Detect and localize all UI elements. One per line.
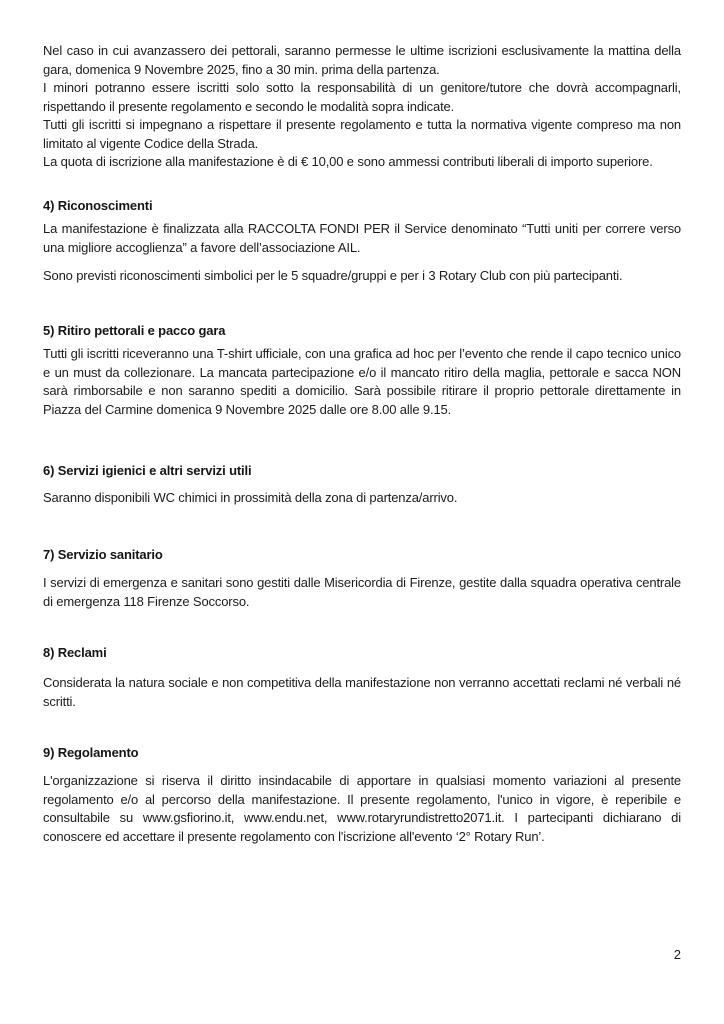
section-7-paragraph-1: I servizi di emergenza e sanitari sono gestiti dalle Misericordia di Firenze, gestite dalla squadra operativa centrale di emergenza 118 Firenze Soccorso. (43, 575, 681, 609)
section-4-heading: 4) Riconoscimenti (43, 198, 153, 213)
section-4-paragraph-1: La manifestazione è finalizzata alla RACCOLTA FONDI PER il Service denominato “Tutti uniti per correre verso una migliore accoglienza” a favore dell’associazione AIL. (43, 221, 681, 255)
section-5-paragraph-1: Tutti gli iscritti riceveranno una T-shirt ufficiale, con una grafica ad hoc per l’evento che rende il capo tecnico unico e un must da collezionare. La mancata partecipazione e/o il mancato ritiro della maglia, pettorale e sacca NON sarà rimborsabile e non saranno spediti a domicilio. Sarà possibile ritirare il proprio pettorale direttamente in Piazza del Carmine domenica 9 Novembre 2025 dalle ore 8.00 alle 9.15. (43, 346, 681, 417)
section-9-heading: 9) Regolamento (43, 745, 139, 760)
section-7-heading: 7) Servizio sanitario (43, 547, 163, 562)
section-9-paragraph-1: L'organizzazione si riserva il diritto insindacabile di apportare in qualsiasi momento variazioni al presente regolamento e/o al percorso della manifestazione. Il presente regolamento, l'unico in vigore, è reperibile e consultabile su www.gsfiorino.it, www.endu.net, www.rotaryrundistretto2071.it. I partecipanti dichiarano di conoscere ed accettare il presente regolamento con l'iscrizione all'evento ‘2° Rotary Run’. (43, 773, 681, 844)
page-number: 2 (673, 947, 681, 962)
section-6-paragraph-1: Saranno disponibili WC chimici in prossimità della zona di partenza/arrivo. (43, 490, 458, 505)
intro-paragraph-3: Tutti gli iscritti si impegnano a rispettare il presente regolamento e tutta la normativa vigente compreso ma non limitato al vigente Codice della Strada. (43, 117, 681, 151)
intro-paragraph-1: Nel caso in cui avanzassero dei pettorali, saranno permesse le ultime iscrizioni esclusivamente la mattina della gara, domenica 9 Novembre 2025, fino a 30 min. prima della partenza. (43, 43, 681, 77)
intro-paragraph-4: La quota di iscrizione alla manifestazione è di € 10,00 e sono ammessi contributi liberali di importo superiore. (43, 154, 653, 169)
section-6-heading: 6) Servizi igienici e altri servizi utili (43, 463, 252, 478)
section-5-heading: 5) Ritiro pettorali e pacco gara (43, 323, 226, 338)
intro-paragraph-2: I minori potranno essere iscritti solo sotto la responsabilità di un genitore/tutore che dovrà accompagnarli, rispettando il presente regolamento e secondo le modalità sopra indicate. (43, 80, 681, 114)
section-4-paragraph-2: Sono previsti riconoscimenti simbolici per le 5 squadre/gruppi e per i 3 Rotary Club con più partecipanti. (43, 268, 623, 283)
intro-block (43, 42, 681, 172)
section-8-paragraph-1: Considerata la natura sociale e non competitiva della manifestazione non verranno accettati reclami né verbali né scritti. (43, 675, 681, 709)
section-8-heading: 8) Reclami (43, 645, 107, 660)
